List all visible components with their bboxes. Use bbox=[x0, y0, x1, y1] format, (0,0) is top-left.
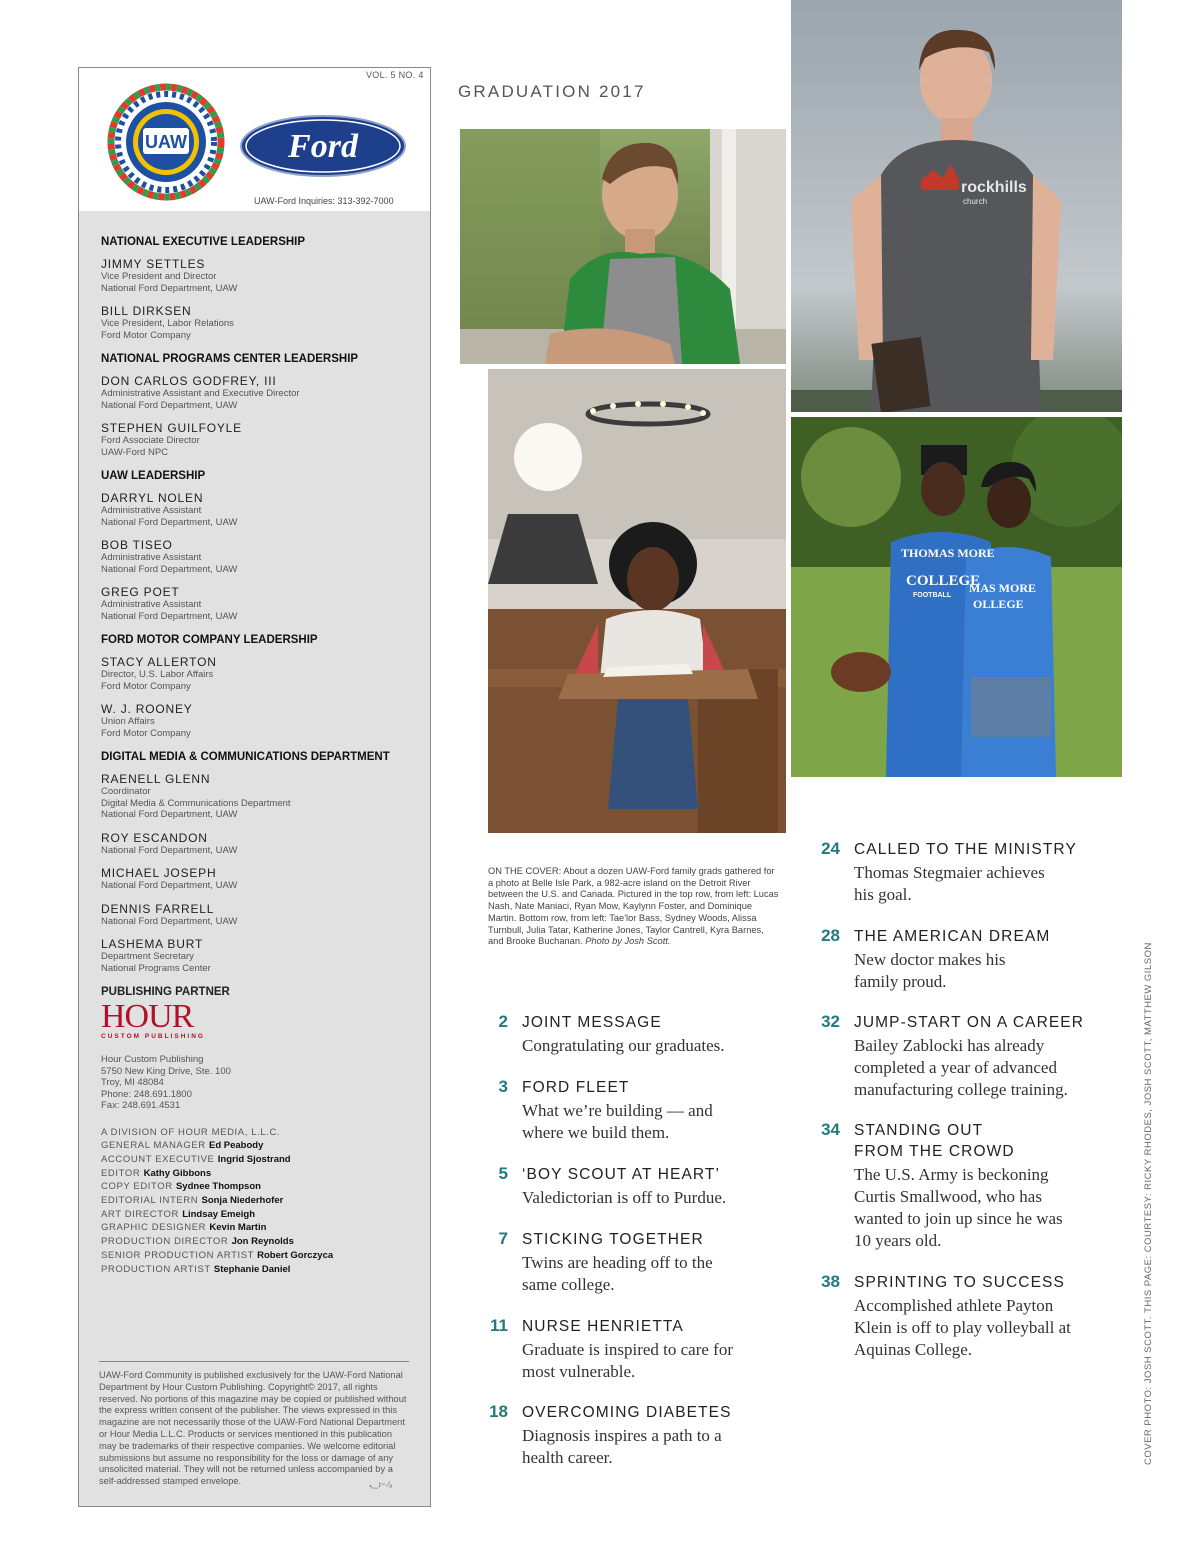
person-title: Ford Motor Company bbox=[101, 727, 191, 739]
person-title: Department Secretary bbox=[101, 951, 194, 962]
person-entry bbox=[101, 867, 421, 892]
publishing-heading: PUBLISHING PARTNER bbox=[101, 986, 230, 998]
toc-title: THE AMERICAN DREAM bbox=[854, 928, 1051, 945]
toc-description-line: Graduate is inspired to care for bbox=[522, 1340, 733, 1359]
toc-description-line: most vulnerable. bbox=[522, 1362, 636, 1381]
toc-page-number: 7 bbox=[498, 1229, 508, 1248]
person-title: National Ford Department, UAW bbox=[101, 563, 238, 575]
person-title: Administrative Assistant bbox=[101, 552, 202, 563]
photo-woman-at-desk bbox=[488, 369, 786, 833]
person-title: National Ford Department, UAW bbox=[101, 516, 238, 528]
person-name: BOB TISEO bbox=[101, 538, 173, 552]
staff-row bbox=[101, 1249, 421, 1263]
toc-description-line: where we build them. bbox=[522, 1123, 670, 1142]
toc-description-line: Aquinas College. bbox=[854, 1340, 973, 1359]
staff-name: Ed Peabody bbox=[208, 1140, 264, 1152]
toc-description-line: Thomas Stegmaier achieves bbox=[854, 863, 1045, 882]
leadership-section bbox=[101, 634, 421, 739]
person-title: Coordinator bbox=[101, 786, 151, 797]
toc-description bbox=[522, 1100, 762, 1144]
person-entry bbox=[101, 656, 421, 692]
publisher-address bbox=[101, 1054, 421, 1112]
toc-page-number: 24 bbox=[821, 839, 840, 858]
staff-role: EDITORIAL INTERN bbox=[101, 1195, 199, 1207]
person-title: Union Affairs bbox=[101, 716, 155, 727]
masthead-logo-area bbox=[79, 68, 430, 211]
person-name: MICHAEL JOSEPH bbox=[101, 866, 217, 880]
cover-caption bbox=[488, 866, 780, 948]
jersey-text-5: OLLEGE bbox=[973, 597, 1024, 611]
publishing-partner bbox=[101, 986, 421, 1276]
person-entry bbox=[101, 492, 421, 528]
toc-description bbox=[854, 1035, 1094, 1101]
photo-couple-college-shirts bbox=[791, 417, 1122, 777]
staff-role: EDITOR bbox=[101, 1167, 141, 1179]
toc-page-number: 18 bbox=[489, 1402, 508, 1421]
jersey-text-3: FOOTBALL bbox=[913, 592, 952, 599]
person-name: DENNIS FARRELL bbox=[101, 901, 215, 916]
person-name: LASHEMA BURT bbox=[101, 937, 204, 951]
toc-page-number: 32 bbox=[821, 1012, 840, 1031]
person-title: National Ford Department, UAW bbox=[101, 915, 238, 927]
person-title: National Ford Department, UAW bbox=[101, 610, 238, 622]
staff-role: SENIOR PRODUCTION ARTIST bbox=[101, 1249, 254, 1261]
staff-name: Kathy Gibbons bbox=[143, 1167, 212, 1179]
staff-name: Robert Gorczyca bbox=[257, 1249, 334, 1261]
staff-role: GENERAL MANAGER bbox=[101, 1140, 206, 1152]
person-title: Vice President and Director bbox=[101, 271, 217, 282]
shirt-subtext: church bbox=[963, 197, 988, 206]
leadership-section bbox=[101, 470, 421, 622]
person-title: National Programs Center bbox=[101, 962, 211, 974]
person-entry bbox=[101, 539, 421, 575]
staff-name: Lindsay Emeigh bbox=[182, 1208, 256, 1220]
person-title: Vice President, Labor Relations bbox=[101, 318, 234, 329]
toc-description bbox=[854, 1295, 1094, 1361]
toc-description bbox=[522, 1187, 762, 1209]
staff-role: ART DIRECTOR bbox=[101, 1208, 179, 1220]
toc-description-line: Bailey Zablocki has already bbox=[854, 1036, 1045, 1055]
person-name: JIMMY SETTLES bbox=[101, 257, 206, 271]
staff-role: GRAPHIC DESIGNER bbox=[101, 1222, 207, 1234]
person-name: DARRYL NOLEN bbox=[101, 491, 204, 505]
toc-description-line: Diagnosis inspires a path to a bbox=[522, 1426, 722, 1445]
toc-title: STICKING TOGETHER bbox=[522, 1231, 704, 1248]
person-title: National Ford Department, UAW bbox=[101, 399, 238, 411]
person-entry bbox=[101, 258, 421, 294]
toc-page-number: 11 bbox=[490, 1316, 508, 1335]
staff-name: Ingrid Sjostrand bbox=[217, 1153, 291, 1165]
toc-description-line: New doctor makes his bbox=[854, 950, 1006, 969]
toc-description-line: The U.S. Army is beckoning bbox=[854, 1165, 1049, 1184]
staff-row bbox=[101, 1235, 421, 1249]
person-title: Administrative Assistant bbox=[101, 599, 202, 610]
staff-row bbox=[101, 1263, 421, 1277]
division-line: A DIVISION OF HOUR MEDIA, L.L.C. bbox=[101, 1126, 281, 1138]
person-title: Administrative Assistant bbox=[101, 505, 202, 516]
toc-title: NURSE HENRIETTA bbox=[522, 1318, 684, 1335]
cover-caption-credit: Photo by Josh Scott. bbox=[585, 936, 671, 947]
uaw-logo bbox=[105, 81, 227, 203]
staff-row bbox=[101, 1194, 421, 1208]
person-entry bbox=[101, 903, 421, 928]
leadership-section bbox=[101, 236, 421, 341]
person-entry bbox=[101, 938, 421, 974]
section-heading: UAW LEADERSHIP bbox=[101, 470, 206, 482]
cover-caption-text: ON THE COVER: About a dozen UAW-Ford family grads gathered for a photo at Belle Isle Park, a 982-acre island on the Detroit River between the U.S. and Canada. Pictured in the top row, from left: Lucas Nash, Nate Maniaci, Ryan Mow, Kaylynn Foster, and Dominique Martin. Bottom row, from left: Tae'lor Bass, Sydney Woods, Alissa Turnbull, Julia Tatar, Katherine Jones, Taylor Cantrell, Kyra Barnes, and Brooke Buchanan. bbox=[488, 866, 779, 947]
toc-description bbox=[522, 1425, 762, 1469]
person-name: DON CARLOS GODFREY, III bbox=[101, 374, 277, 388]
person-entry bbox=[101, 586, 421, 622]
staff-row bbox=[101, 1208, 421, 1222]
toc-description-line: What we’re building — and bbox=[522, 1101, 713, 1120]
toc-title: FORD FLEET bbox=[522, 1079, 630, 1096]
person-entry bbox=[101, 422, 421, 458]
person-name: W. J. ROONEY bbox=[101, 702, 193, 716]
toc-description bbox=[522, 1252, 762, 1296]
leadership-section bbox=[101, 353, 421, 458]
toc-description-line: 10 years old. bbox=[854, 1231, 942, 1250]
toc-description-line: wanted to join up since he was bbox=[854, 1209, 1063, 1228]
toc-page-number: 5 bbox=[498, 1164, 508, 1183]
inquiries-phone: UAW-Ford Inquiries: 313-392-7000 bbox=[254, 196, 394, 206]
address-line: Fax: 248.691.4531 bbox=[101, 1100, 181, 1111]
issue-title: GRADUATION 2017 bbox=[458, 82, 646, 101]
person-name: RAENELL GLENN bbox=[101, 772, 211, 786]
toc-title: STANDING OUT bbox=[854, 1122, 984, 1139]
shirt-text: rockhills bbox=[961, 179, 1027, 196]
jersey-text-1: THOMAS MORE bbox=[901, 546, 995, 560]
staff-row bbox=[101, 1180, 421, 1194]
masthead-sidebar bbox=[78, 67, 431, 1507]
hour-logo-sub: CUSTOM PUBLISHING bbox=[101, 1033, 205, 1040]
photo-credit: COVER PHOTO: JOSH SCOTT. THIS PAGE: COURTESY: RICKY RHODES, JOSH SCOTT, MATTHEW GILSON bbox=[1143, 942, 1154, 1465]
person-entry bbox=[101, 832, 421, 857]
legal-notice: UAW-Ford Community is published exclusively for the UAW-Ford National Department by Hour Custom Publishing. Copyright© 2017, all rights reserved. No portions of this magazine may be copied or published without the express written consent of the publisher. The views expressed in this magazine are not necessarily those of the UAW-Ford National Department or Hour Media L.L.C. Products or services mentioned in this publication may be trademarks of their respective companies. We welcome editorial submissions but assume no responsibility for the loss or damage of any unsolicited material. They will not be returned unless accompanied by a self-addressed stamped envelope. bbox=[99, 1361, 409, 1488]
toc-title: OVERCOMING DIABETES bbox=[522, 1404, 732, 1421]
toc-title: JUMP-START ON A CAREER bbox=[854, 1014, 1085, 1031]
section-heading: FORD MOTOR COMPANY LEADERSHIP bbox=[101, 634, 318, 646]
photo-boy-green-shirt bbox=[460, 129, 786, 364]
toc-description bbox=[854, 862, 1094, 906]
person-entry bbox=[101, 375, 421, 411]
person-title: National Ford Department, UAW bbox=[101, 809, 238, 820]
staff-role: PRODUCTION ARTIST bbox=[101, 1263, 211, 1275]
person-title: National Ford Department, UAW bbox=[101, 282, 238, 294]
person-title: Ford Motor Company bbox=[101, 680, 191, 692]
staff-name: Sonja Niederhofer bbox=[201, 1195, 284, 1207]
ford-logo bbox=[239, 114, 407, 178]
section-heading: NATIONAL EXECUTIVE LEADERSHIP bbox=[101, 236, 306, 248]
address-line: Hour Custom Publishing bbox=[101, 1054, 204, 1065]
staff-role: PRODUCTION DIRECTOR bbox=[101, 1236, 229, 1248]
toc-description-line: same college. bbox=[522, 1275, 615, 1294]
toc-description-line: completed a year of advanced bbox=[854, 1058, 1057, 1077]
person-name: ROY ESCANDON bbox=[101, 830, 208, 845]
toc-description bbox=[854, 949, 1094, 993]
person-entry bbox=[101, 305, 421, 341]
staff-row bbox=[101, 1153, 421, 1167]
staff-row bbox=[101, 1221, 421, 1235]
jersey-text-2: COLLEGE bbox=[906, 573, 981, 589]
person-title: National Ford Department, UAW bbox=[101, 880, 238, 891]
toc-description-line: Curtis Smallwood, who has bbox=[854, 1187, 1042, 1206]
toc-page-number: 34 bbox=[821, 1120, 840, 1139]
section-heading: DIGITAL MEDIA & COMMUNICATIONS DEPARTMENT bbox=[101, 751, 390, 763]
staff-row bbox=[101, 1167, 421, 1181]
toc-title: ‘BOY SCOUT AT HEART’ bbox=[522, 1166, 721, 1183]
toc-page-number: 2 bbox=[498, 1012, 508, 1031]
toc-description-line: Congratulating our graduates. bbox=[522, 1036, 725, 1055]
person-title: UAW-Ford NPC bbox=[101, 446, 169, 458]
person-title: National Ford Department, UAW bbox=[101, 844, 238, 856]
staff-list bbox=[101, 1126, 421, 1277]
toc-description-line: family proud. bbox=[854, 972, 947, 991]
person-title: Digital Media & Communications Department bbox=[101, 797, 291, 809]
ford-logo-text: Ford bbox=[288, 128, 358, 165]
toc-description bbox=[522, 1339, 762, 1383]
staff-role: ACCOUNT EXECUTIVE bbox=[101, 1153, 215, 1165]
signature-mark: ܐ‿ܢ~ ⁄ₐ bbox=[369, 1480, 393, 1489]
toc-description-line: Twins are heading off to the bbox=[522, 1253, 713, 1272]
address-line: Troy, MI 48084 bbox=[101, 1077, 164, 1088]
toc-description-line: Klein is off to play volleyball at bbox=[854, 1318, 1071, 1337]
staff-name: Jon Reynolds bbox=[231, 1236, 294, 1248]
toc-description-line: health career. bbox=[522, 1448, 613, 1467]
person-title: Administrative Assistant and Executive Director bbox=[101, 388, 300, 399]
staff-role: COPY EDITOR bbox=[101, 1181, 173, 1193]
staff-name: Kevin Martin bbox=[209, 1222, 267, 1234]
toc-title: JOINT MESSAGE bbox=[522, 1014, 662, 1031]
toc-description-line: manufacturing college training. bbox=[854, 1080, 1068, 1099]
person-entry bbox=[101, 703, 421, 739]
toc-page-number: 38 bbox=[821, 1272, 840, 1291]
toc-title: CALLED TO THE MINISTRY bbox=[854, 841, 1077, 858]
person-title: Ford Motor Company bbox=[101, 329, 191, 341]
toc-title-line2: FROM THE CROWD bbox=[854, 1143, 1015, 1160]
person-name: STEPHEN GUILFOYLE bbox=[101, 421, 242, 435]
person-entry bbox=[101, 773, 421, 821]
hour-logo: HOUR bbox=[101, 998, 194, 1035]
person-title: Ford Associate Director bbox=[101, 435, 200, 446]
toc-page-number: 3 bbox=[498, 1077, 508, 1096]
toc-page-number: 28 bbox=[821, 926, 840, 945]
volume-number: VOL. 5 NO. 4 bbox=[366, 70, 424, 80]
photo-young-man-rockhills bbox=[791, 0, 1122, 412]
section-heading: NATIONAL PROGRAMS CENTER LEADERSHIP bbox=[101, 353, 359, 365]
toc-description bbox=[522, 1035, 762, 1057]
uaw-logo-text: UAW bbox=[145, 132, 187, 152]
address-line: 5750 New King Drive, Ste. 100 bbox=[101, 1065, 231, 1077]
person-name: BILL DIRKSEN bbox=[101, 304, 192, 318]
jersey-text-4: MAS MORE bbox=[969, 581, 1036, 595]
person-name: STACY ALLERTON bbox=[101, 655, 217, 669]
staff-row bbox=[101, 1139, 421, 1153]
staff-name: Stephanie Daniel bbox=[213, 1263, 291, 1275]
leadership-list bbox=[101, 236, 421, 1276]
leadership-section bbox=[101, 751, 421, 974]
toc-description-line: his goal. bbox=[854, 885, 912, 904]
staff-name: Sydnee Thompson bbox=[175, 1181, 261, 1193]
toc-description-line: Valedictorian is off to Purdue. bbox=[522, 1188, 727, 1207]
person-title: Director, U.S. Labor Affairs bbox=[101, 669, 214, 680]
toc-title: SPRINTING TO SUCCESS bbox=[854, 1274, 1065, 1291]
person-name: GREG POET bbox=[101, 585, 180, 599]
address-line: Phone: 248.691.1800 bbox=[101, 1088, 192, 1100]
toc-description-line: Accomplished athlete Payton bbox=[854, 1296, 1054, 1315]
toc-description bbox=[854, 1164, 1094, 1252]
